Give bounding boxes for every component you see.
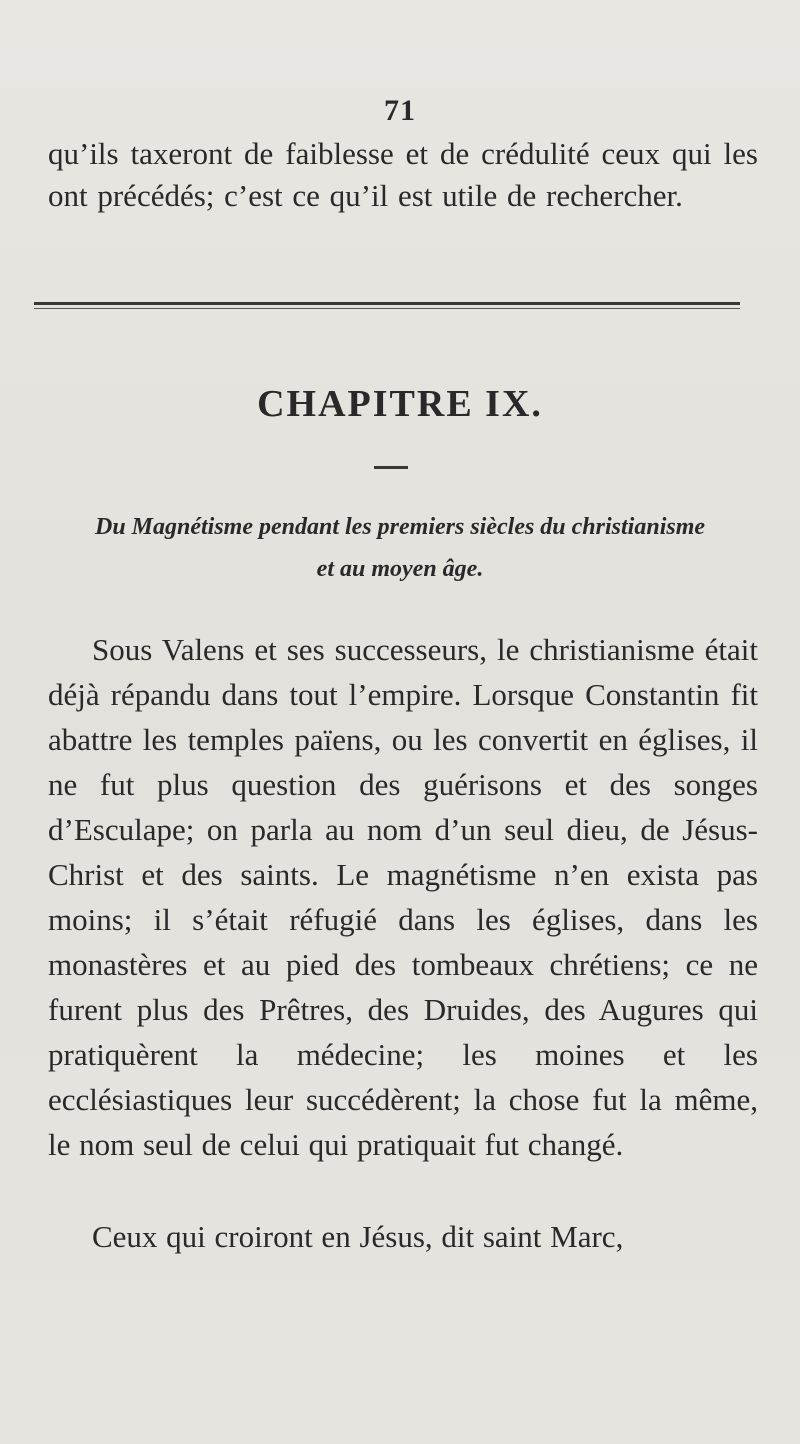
- section-divider-thin: [34, 308, 740, 309]
- chapter-subtitle-line-2: et au moyen âge.: [316, 556, 484, 582]
- chapter-subtitle-line-1: Du Magnétisme pendant les premiers siècles du christianisme: [94, 514, 706, 540]
- intro-paragraph: qu’ils taxeront de faiblesse et de crédulité ceux qui les ont précédés; c’est ce qu’il est utile de rechercher.: [48, 136, 758, 213]
- body-paragraph-1: Sous Valens et ses successeurs, le christianisme était déjà répandu dans tout l’empire. Lorsque Constantin fit abattre les temples païens, ou les convertit en églises, il ne fut plus question des guérisons et des songes d’Esculape; on parla au nom d’un seul dieu, de Jésus-Christ et des saints. Le magnétisme n’en exista pas moins; il s’était réfugié dans les églises, dans les monastères et au pied des tombeaux chrétiens; ce ne furent plus des Prêtres, des Druides, des Augures qui pratiquèrent la médecine; les moines et les ecclésiastiques leur succédèrent; la chose fut la même, le nom seul de celui qui pratiquait fut changé.: [48, 632, 758, 1162]
- page-number: 71: [384, 94, 416, 127]
- chapter-body: [48, 627, 758, 1259]
- body-paragraph-2: Ceux qui croiront en Jésus, dit saint Marc,: [92, 1219, 624, 1254]
- chapter-title: CHAPITRE IX.: [257, 383, 543, 425]
- section-divider: [34, 302, 740, 305]
- continuation-text: [48, 133, 758, 217]
- chapter-subtitle: [40, 506, 760, 590]
- title-ornament-rule: [374, 466, 408, 469]
